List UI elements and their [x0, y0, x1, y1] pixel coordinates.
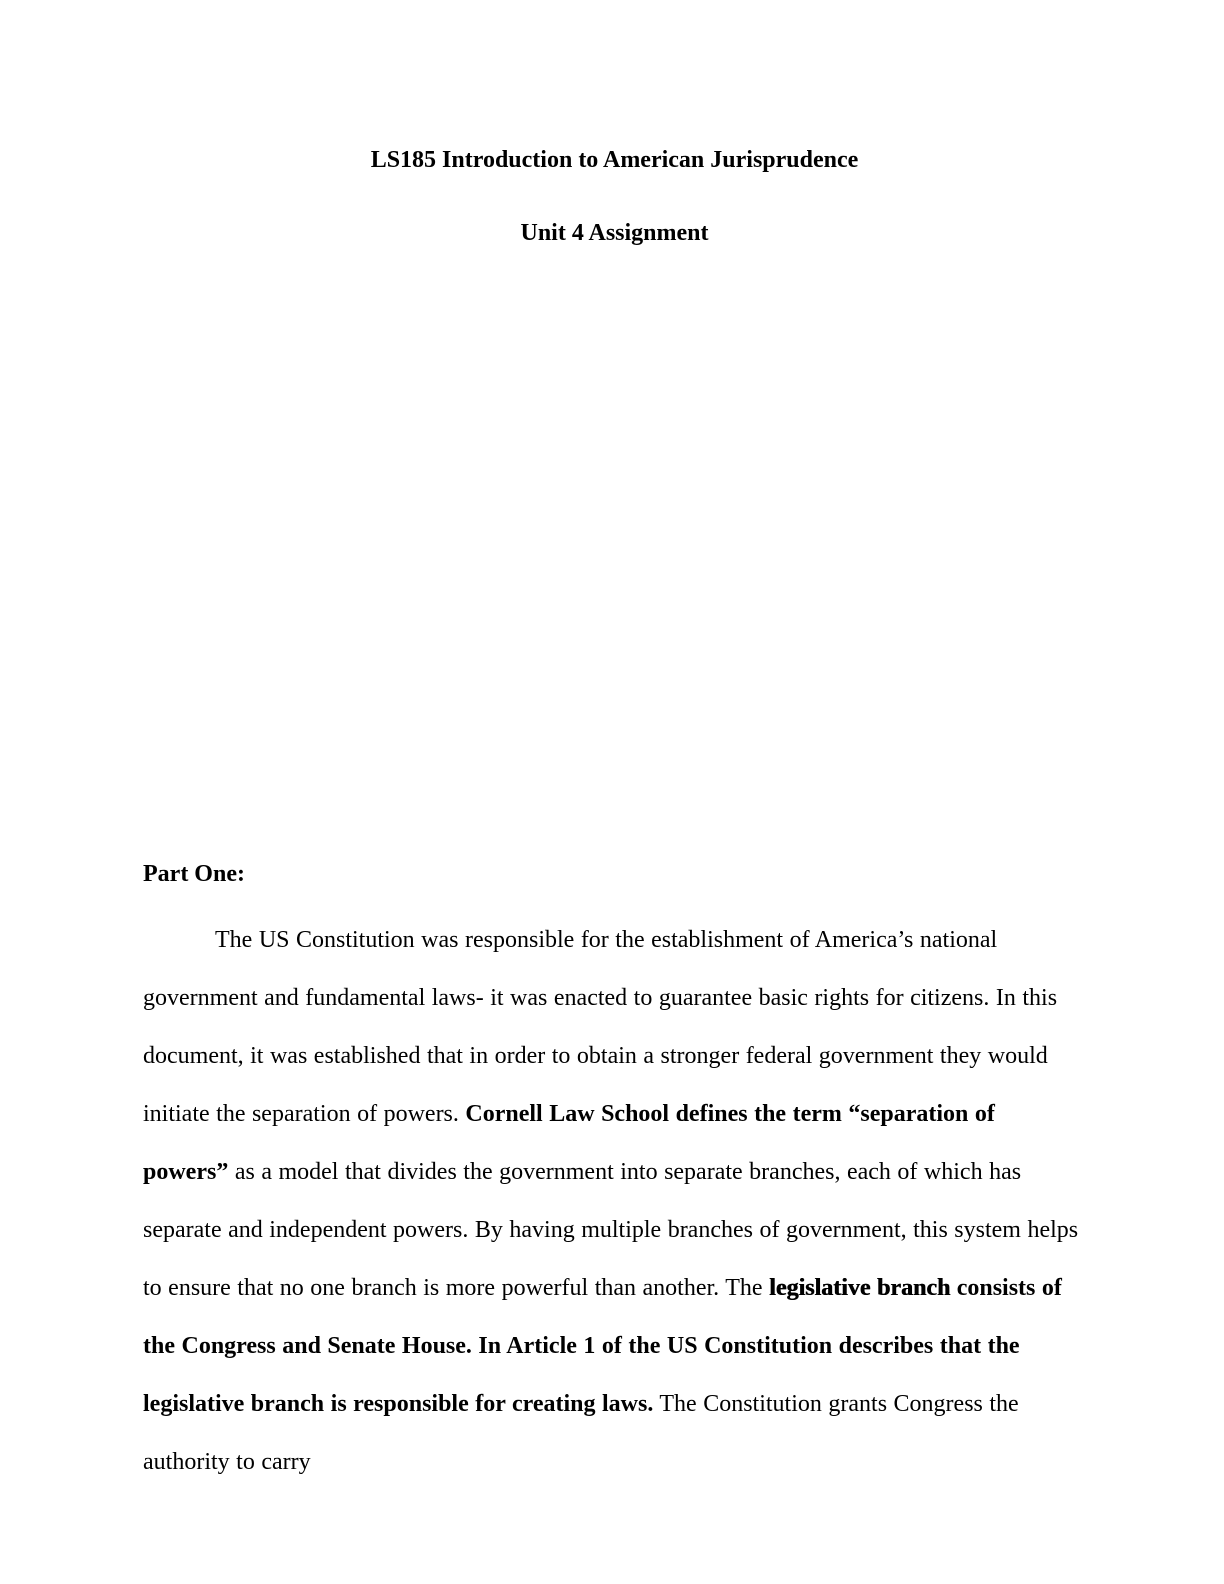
paragraph-segment: legislative branch [769, 1275, 951, 1301]
section-heading: Part One: [143, 861, 245, 887]
page-subtitle: Unit 4 Assignment [520, 220, 709, 246]
paragraph-segment: Cornell Law School defines the term “separation of powers” [143, 1101, 995, 1185]
body-paragraph [143, 911, 1086, 1491]
page-title: LS185 Introduction to American Jurisprudence [370, 147, 859, 173]
paragraph-segment: The US Constitution was responsible for the establishment of America’s national government and fundamental laws- it was enacted to guarantee basic rights for citizens. In this document, it was established that in order to obtain a stronger federal government they would initiate the separation of powers. [143, 927, 1058, 1127]
paragraph-segment: consists of the Congress and Senate House. In Article 1 of the US Constitution describes that the legislative branch is responsible for creating laws. [143, 1275, 1062, 1417]
paragraph-segment: The Constitution grants Congress the authority to carry [143, 1391, 1019, 1475]
paragraph-segment: as a model that divides the government into separate branches, each of which has separate and independent powers. By having multiple branches of government, this system helps to ensure that no one branch is more powerful than another. The [143, 1159, 1079, 1301]
